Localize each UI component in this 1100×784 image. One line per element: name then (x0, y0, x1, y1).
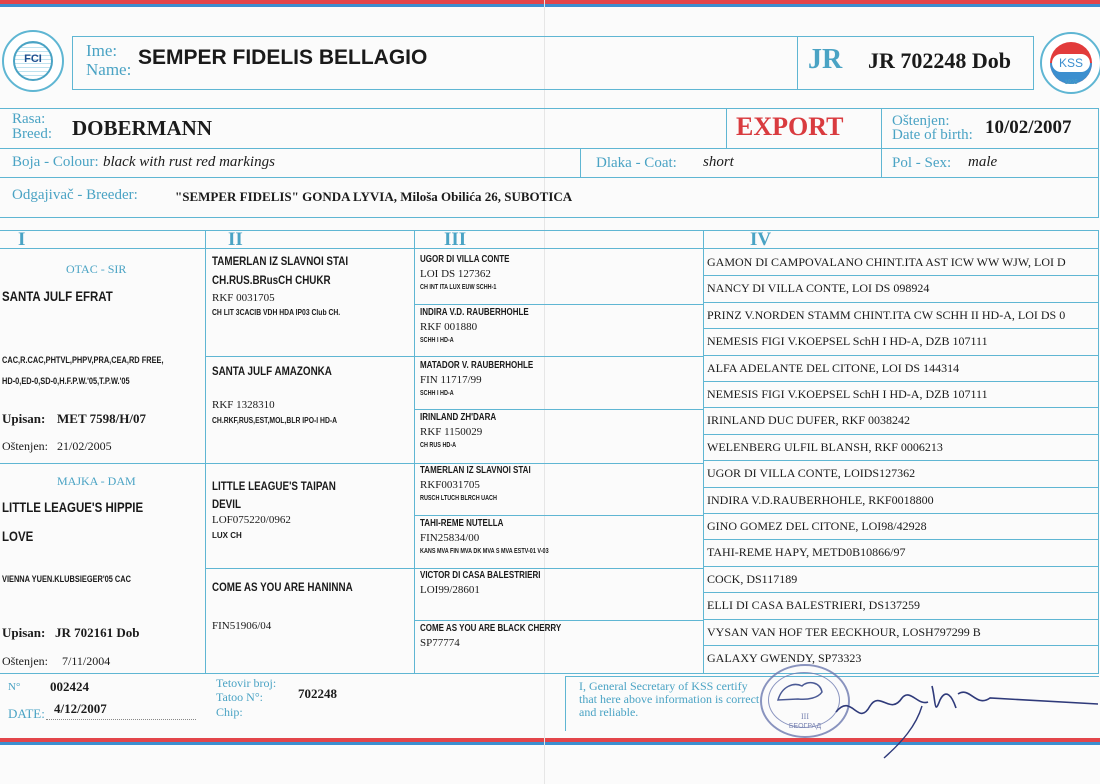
gen4-row: NEMESIS FIGI V.KOEPSEL SchH I HD-A, DZB 107111 (707, 387, 988, 401)
gen4-separator (703, 539, 1099, 540)
date-underline (46, 719, 196, 720)
gen3-0-name: UGOR DI VILLA CONTE (420, 254, 510, 265)
gen4-row: NEMESIS FIGI V.KOEPSEL SchH I HD-A, DZB 107111 (707, 334, 988, 348)
gen4-separator (703, 328, 1099, 329)
stamp-dog-icon (768, 672, 838, 712)
gen3-1-name: INDIRA V.D. RAUBERHOHLE (420, 307, 529, 318)
gen2-0-name-2: CH.RUS.BRusCH CHUKR (212, 273, 331, 287)
gen2-2-titles: LUX CH (212, 531, 242, 540)
coat-label: Dlaka - Coat: (596, 155, 677, 171)
breeder-label: Odgajivač - Breeder: (12, 187, 138, 203)
dam-born-label: Oštenjen: (2, 654, 48, 668)
col-header-2: II (228, 229, 243, 250)
col-header-4: IV (750, 229, 772, 250)
chip-label: Chip: (216, 705, 243, 719)
cert-line-1: I, General Secretary of KSS certify (579, 679, 748, 693)
gen3-2-reg: FIN 11717/99 (420, 374, 482, 386)
gen3-5-reg: FIN25834/00 (420, 532, 480, 544)
sire-name: SANTA JULF EFRAT (2, 288, 113, 304)
dog-name: SEMPER FIDELIS BELLAGIO (138, 46, 428, 69)
gen2-0-titles: CH LIT 3CACIB VDH HDA IP03 Club CH. (212, 308, 341, 317)
sire-titles-2: HD-0,ED-0,SD-0,H.F.P.W.'05,T.P.W.'05 (2, 376, 130, 387)
sire-born: 21/02/2005 (57, 439, 112, 453)
gen3-6-name: VICTOR DI CASA BALESTRIERI (420, 570, 541, 581)
gen3-4-name: TAMERLAN IZ SLAVNOI STAI (420, 465, 531, 476)
gen4-separator (703, 434, 1099, 435)
gen3-3-name: IRINLAND ZH'DARA (420, 412, 497, 423)
gen4-separator (703, 645, 1099, 646)
jr-logo: JR (808, 44, 843, 75)
gen4-separator (703, 487, 1099, 488)
gen2-1-name-1: SANTA JULF AMAZONKA (212, 364, 332, 378)
breed-label-2: Breed: (12, 126, 52, 142)
dam-name-2: LOVE (2, 528, 34, 544)
gen3-1-reg: RKF 001880 (420, 321, 478, 333)
coat-value: short (703, 154, 734, 170)
gen4-row: GALAXY GWENDY, SP73323 (707, 651, 862, 665)
gen4-separator (703, 355, 1099, 356)
registration-number: JR 702248 Dob (868, 48, 1012, 73)
gen4-separator (703, 275, 1099, 276)
dam-reg: JR 702161 Dob (55, 625, 140, 640)
gen3-4-reg: RKF0031705 (420, 479, 480, 491)
name-label-2: Name: (86, 60, 132, 79)
sire-reg: MET 7598/H/07 (57, 411, 146, 426)
gen4-separator (703, 513, 1099, 514)
gen2-2-name-2: DEVIL (212, 497, 241, 511)
gen4-separator (703, 619, 1099, 620)
name-label-1: Ime: (86, 41, 118, 60)
dob-value: 10/02/2007 (985, 117, 1072, 138)
export-stamp: EXPORT (736, 112, 844, 141)
dob-label-1: Oštenjen: (892, 113, 950, 129)
gen2-3-name-1: COME AS YOU ARE HANINNA (212, 580, 353, 594)
gen2-0-reg: RKF 0031705 (212, 292, 275, 304)
top-blue-stripe (0, 4, 1100, 7)
gen3-3-titles: CH RUS HD-A (420, 442, 457, 449)
gen4-row: PRINZ V.NORDEN STAMM CHINT.ITA CW SCHH II HD-A, LOI DS 0 (707, 308, 1066, 322)
tattoo-value: 702248 (298, 686, 337, 701)
gen2-1-titles: CH.RKF,RUS,EST,MOL,BLR IPO-I HD-A (212, 416, 338, 425)
gen4-row: GINO GOMEZ DEL CITONE, LOI98/42928 (707, 519, 927, 533)
gen3-2-titles: SCHH I HD-A (420, 390, 454, 397)
gen3-5-titles: KANS MVA FIN MVA DK MVA S MVA ESTV-01 V-03 (420, 548, 549, 555)
gen4-separator (703, 407, 1099, 408)
cert-line-2: that here above information is correct (579, 692, 760, 706)
dam-reg-label: Upisan: (2, 625, 46, 640)
sire-born-label: Oštenjen: (2, 439, 48, 453)
signature (830, 672, 1098, 762)
colour-value: black with rust red markings (103, 154, 275, 170)
gen3-5-name: TAHI-REME NUTELLA (420, 518, 504, 529)
gen2-3-reg: FIN51906/04 (212, 620, 272, 632)
gen4-row: ALFA ADELANTE DEL CITONE, LOI DS 144314 (707, 361, 960, 375)
dam-title: MAJKA - DAM (57, 474, 136, 488)
fci-logo: FCI (2, 30, 64, 92)
gen4-row: VYSAN VAN HOF TER EECKHOUR, LOSH797299 B (707, 625, 981, 639)
tattoo-label-2: Tatoo N°: (216, 690, 263, 704)
dam-titles: VIENNA YUEN.KLUBSIEGER'05 CAC (2, 574, 131, 585)
gen3-0-titles: CH INT ITA LUX EUW SCHH-1 (420, 284, 497, 291)
col-header-3: III (444, 229, 467, 250)
breed-label-1: Rasa: (12, 111, 46, 127)
gen4-row: COCK, DS117189 (707, 572, 798, 586)
gen3-2-name: MATADOR V. RAUBERHOHLE (420, 360, 534, 371)
gen3-6-reg: LOI99/28601 (420, 584, 480, 596)
gen4-row: TAHI-REME HAPY, METD0B10866/97 (707, 545, 906, 559)
breed-value: DOBERMANN (72, 116, 212, 140)
gen3-1-titles: SCHH I HD-A (420, 337, 454, 344)
official-stamp: III БЕОГРАД (760, 664, 850, 738)
cert-line-3: and reliable. (579, 705, 639, 719)
gen4-row: NANCY DI VILLA CONTE, LOI DS 098924 (707, 281, 930, 295)
gen3-3-reg: RKF 1150029 (420, 426, 483, 438)
dam-born: 7/11/2004 (62, 654, 111, 668)
number-value: 002424 (50, 679, 89, 694)
sire-title: OTAC - SIR (66, 262, 127, 276)
gen4-row: IRINLAND DUC DUFER, RKF 0038242 (707, 413, 911, 427)
gen3-4-titles: RUSCH LTUCH BLRCH UACH (420, 495, 497, 502)
sex-label: Pol - Sex: (892, 155, 952, 171)
gen2-1-reg: RKF 1328310 (212, 399, 275, 411)
col-header-1: I (18, 229, 26, 250)
kss-logo: KSS 1925 (1040, 32, 1100, 94)
gen4-row: WELENBERG ULFIL BLANSH, RKF 0006213 (707, 440, 943, 454)
sire-reg-label: Upisan: (2, 411, 46, 426)
gen4-separator (703, 592, 1099, 593)
gen4-row: UGOR DI VILLA CONTE, LOIDS127362 (707, 466, 916, 480)
sire-titles-1: CAC,R.CAC,PHTVL,PHPV,PRA,CEA,RD FREE, (2, 355, 164, 366)
date-value: 4/12/2007 (54, 701, 107, 716)
tattoo-label-1: Tetovir broj: (216, 676, 277, 690)
date-label: DATE: (8, 706, 45, 721)
gen3-7-name: COME AS YOU ARE BLACK CHERRY (420, 623, 562, 634)
gen4-row: INDIRA V.D.RAUBERHOHLE, RKF0018800 (707, 493, 934, 507)
gen4-row: GAMON DI CAMPOVALANO CHINT.ITA AST ICW WW WJW, LOI D (707, 255, 1066, 269)
gen3-7-reg: SP77774 (420, 637, 460, 649)
gen4-row: ELLI DI CASA BALESTRIERI, DS137259 (707, 598, 920, 612)
dam-name-1: LITTLE LEAGUE'S HIPPIE (2, 499, 144, 515)
gen4-separator (703, 566, 1099, 567)
gen2-2-reg: LOF075220/0962 (212, 514, 291, 526)
sex-value: male (968, 154, 998, 170)
breeder-value: "SEMPER FIDELIS" GONDA LYVIA, Miloša Obilića 26, SUBOTICA (175, 189, 573, 204)
number-label: N° (8, 681, 21, 693)
gen3-0-reg: LOI DS 127362 (420, 268, 491, 280)
colour-label: Boja - Colour: (12, 154, 99, 170)
gen2-0-name-1: TAMERLAN IZ SLAVNOI STAI (212, 254, 349, 268)
gen4-separator (703, 460, 1099, 461)
dob-label-2: Date of birth: (892, 127, 973, 143)
gen4-separator (703, 381, 1099, 382)
gen4-separator (703, 302, 1099, 303)
gen2-2-name-1: LITTLE LEAGUE'S TAIPAN (212, 479, 336, 493)
